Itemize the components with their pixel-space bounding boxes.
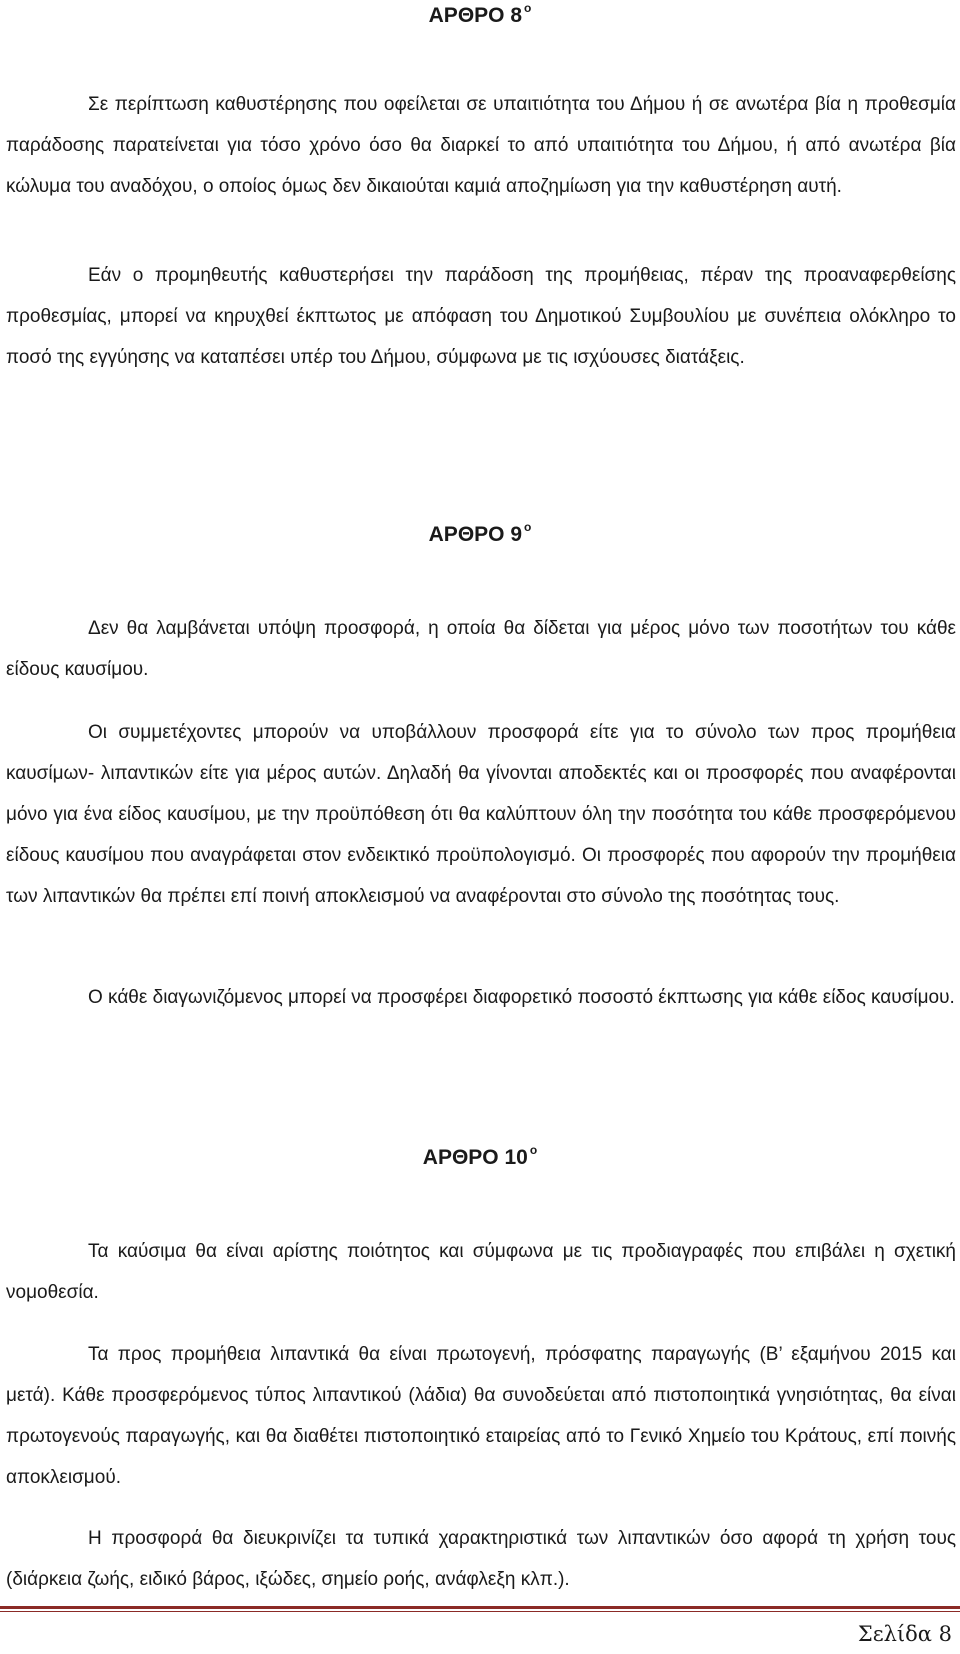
article-8-title: ΑΡΘΡΟ 8: [428, 4, 523, 27]
article-9-paragraph-2: Οι συμμετέχοντες μπορούν να υποβάλλουν προσφορά είτε για το σύνολο των προς προμήθεια καυσίμων- λιπαντικών είτε για μέρος αυτών. Δηλαδή θα γίνονται αποδεκτές και οι προσφορές που αναφέρονται μόνο για ένα είδος καυσίμου, με την προϋπόθεση ότι θα καλύπτουν όλη την ποσότητα του κάθε προσφερόμενου είδους καυσίμου που αναγράφεται στον ενδεικτικό προϋπολογισμό. Οι προσφορές που αφορούν την προμήθεια των λιπαντικών θα πρέπει επί ποινή αποκλεισμού να αναφέρονται στο σύνολο της ποσότητας τους.: [6, 722, 956, 907]
page-number: Σελίδα 8: [857, 1622, 952, 1646]
article-8-paragraph-2: Εάν ο προμηθευτής καθυστερήσει την παράδοση της προμήθειας, πέραν της προαναφερθείσης προθεσμίας, μπορεί να κηρυχθεί έκπτωτος με απόφαση του Δημοτικού Συμβουλίου με συνέπεια ολόκληρο το ποσό της εγγύησης να καταπέσει υπέρ του Δήμου, σύμφωνα με τις ισχύουσες διατάξεις.: [6, 265, 956, 368]
article-10-paragraph-2: Τα προς προμήθεια λιπαντικά θα είναι πρωτογενή, πρόσφατης παραγωγής (Β’ εξαμήνου 2015 και μετά). Κάθε προσφερόμενος τύπος λιπαντικού (λάδια) θα συνοδεύεται από πιστοποιητικά γνησιότητας, θα είναι πρωτογενούς παραγωγής, και θα διαθέτει πιστοποιητικό εταιρείας από το Γενικό Χημείο του Κράτους, επί ποινής αποκλεισμού.: [6, 1344, 956, 1488]
article-10-title: ΑΡΘΡΟ 10: [422, 1146, 528, 1169]
article-10-ordinal: ο: [529, 1143, 538, 1157]
footer-rule-thin: [0, 1611, 960, 1612]
article-8-paragraph-1: Σε περίπτωση καθυστέρησης που οφείλεται σε υπαιτιότητα του Δήμου ή σε ανωτέρα βία η προθεσμία παράδοσης παρατείνεται για τόσο χρόνο όσο θα διαρκεί το από υπαιτιότητα του Δήμου, ή από ανωτέρα βία κώλυμα του αναδόχου, ο οποίος όμως δεν δικαιούται καμιά αποζημίωση για την καθυστέρηση αυτή.: [6, 94, 956, 197]
article-9-title: ΑΡΘΡΟ 9: [428, 523, 523, 546]
article-10-paragraph-1: Τα καύσιμα θα είναι αρίστης ποιότητος και σύμφωνα με τις προδιαγραφές που επιβάλει η σχετική νομοθεσία.: [6, 1241, 956, 1303]
article-8-ordinal: ο: [524, 1, 532, 15]
article-9-paragraph-1: Δεν θα λαμβάνεται υπόψη προσφορά, η οποία θα δίδεται για μέρος μόνο των ποσοτήτων του κάθε είδους καυσίμου.: [6, 618, 956, 680]
article-9-paragraph-3: Ο κάθε διαγωνιζόμενος μπορεί να προσφέρει διαφορετικό ποσοστό έκπτωσης για κάθε είδος καυσίμου.: [88, 987, 955, 1008]
footer-rule-thick: [0, 1606, 960, 1609]
article-10-heading: [0, 1143, 960, 1172]
article-9-ordinal: ο: [524, 520, 532, 534]
article-9-heading: [0, 520, 960, 549]
article-8-heading: [0, 1, 960, 30]
article-10-paragraph-3: Η προσφορά θα διευκρινίζει τα τυπικά χαρακτηριστικά των λιπαντικών όσο αφορά τη χρήση τους (διάρκεια ζωής, ειδικό βάρος, ιξώδες, σημείο ροής, ανάφλεξη κλπ.).: [6, 1528, 956, 1590]
